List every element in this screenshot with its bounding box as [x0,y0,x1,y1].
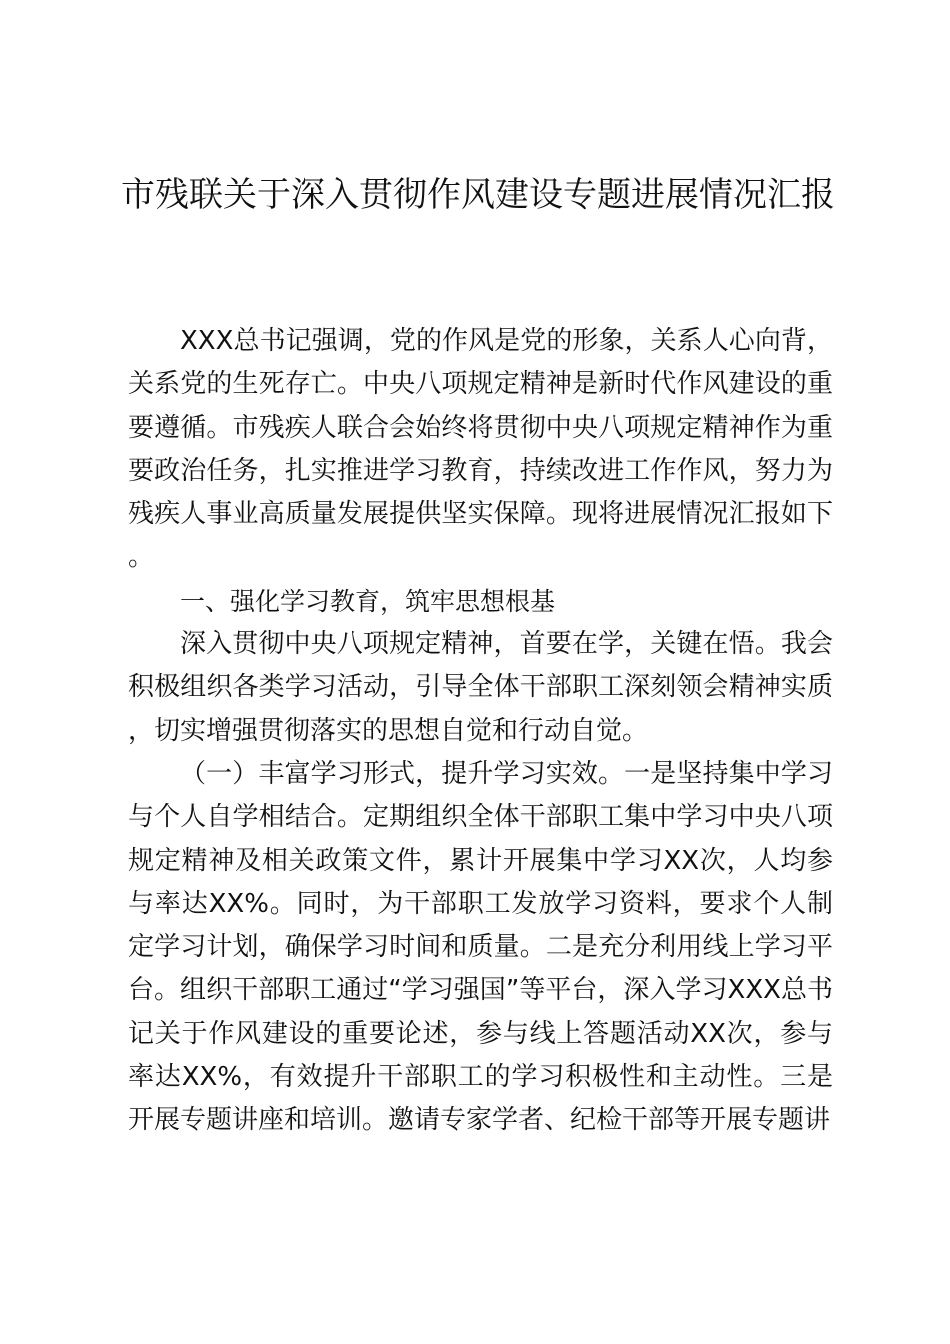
intro-paragraph: XXX总书记强调，党的作风是党的形象，关系人心向背，关系党的生死存亡。中央八项规定精神是新时代作风建设的重要遵循。市残疾人联合会始终将贯彻中央八项规定精神作为重要政治任务，扎实推进学习教育，持续改进工作作风，努力为残疾人事业高质量发展提供坚实保障。现将进展情况汇报如下。 [128,326,833,573]
section-heading-1: 一、强化学习教育，筑牢思想根基 [180,586,556,616]
document-title: 市残联关于深入贯彻作风建设专题进展情况汇报 [121,175,835,215]
section-1-paragraph: 深入贯彻中央八项规定精神，首要在学，关键在悟。我会积极组织各类学习活动，引导全体干部职工深刻领会精神实质，切实增强贯彻落实的思想自觉和行动自觉。 [128,629,833,746]
subsection-1-paragraph: （一）丰富学习形式，提升学习实效。一是坚持集中学习与个人自学相结合。定期组织全体干部职工集中学习中央八项规定精神及相关政策文件，累计开展集中学习XX次，人均参与率达XX%。同时，为干部职工发放学习资料，要求个人制定学习计划，确保学习时间和质量。二是充分利用线上学习平台。组织干部职工通过“学习强国”等平台，深入学习XXX总书记关于作风建设的重要论述，参与线上答题活动XX次，参与率达XX%，有效提升干部职工的学习积极性和主动性。三是开展专题讲座和培训。邀请专家学者、纪检干部等开展专题讲 [128,758,833,1136]
document-body [128,320,833,1143]
